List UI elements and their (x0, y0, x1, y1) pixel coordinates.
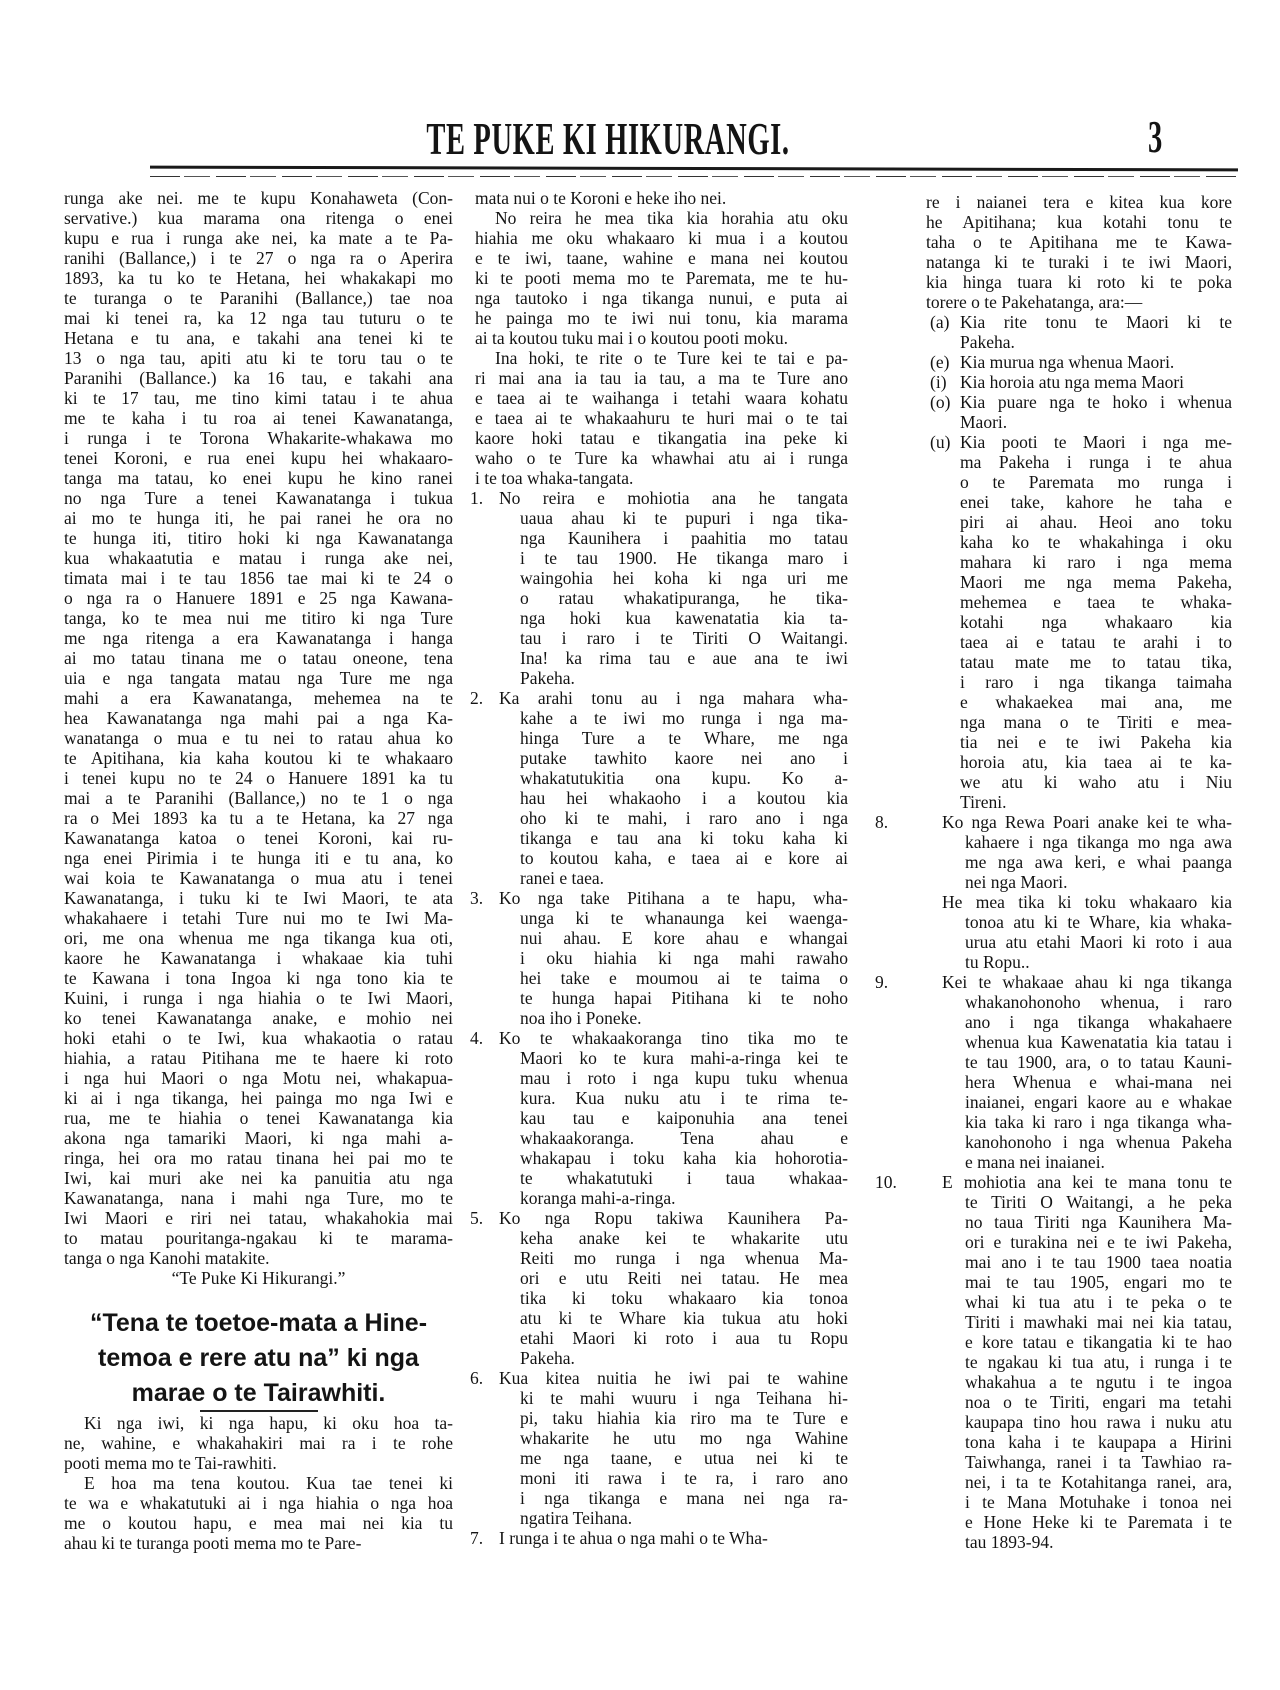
text-line: whakahaere i tetahi Ture nui mo te Iwi Ma- (64, 908, 453, 928)
item-number: 5. (470, 1208, 484, 1228)
text-line: ranei e taea. (520, 868, 605, 888)
text-line: Kawanatanga, nana i mahi nga Ture, mo te (64, 1188, 453, 1208)
text-line: kahe a te iwi mo runga i nga ma- (520, 708, 848, 728)
text-line: ringa, hei ora mo ratau tinana hei pai mo te (64, 1148, 453, 1168)
text-line: tenei Koroni, e rua enei kupu hei whakaaro- (64, 448, 453, 468)
text-line: tona kaha i te kaupapa a Hirini (965, 1432, 1232, 1452)
text-line: ori e utu Reiti nei tatau. He mea (520, 1268, 848, 1288)
text-line: mai te tau 1905, engari mo te (965, 1272, 1232, 1292)
headline-line: “Tena te toetoe-mata a Hine- (89, 1309, 428, 1337)
text-line: tanga ma tatau, ko enei kupu he kino ranei (64, 468, 453, 488)
text-line: me nga taane, e utua nei ki te (520, 1448, 848, 1468)
numbered-item (875, 812, 1232, 892)
text-line: uaua ahau ki te pupuri i nga tika- (520, 508, 848, 528)
text-line: te hunga iti, titiro hoki ki nga Kawanatanga (64, 528, 453, 548)
text-line: akona nga tamariki Maori, ki nga mahi a- (64, 1128, 453, 1148)
text-line: horoia atu, kia taea ai te ka- (960, 752, 1232, 772)
text-line: i tenei kupu no te 24 o Hanuere 1891 ka tu (64, 768, 453, 788)
text-line: waho o te Ture ka whawhai atu ai i runga (475, 448, 848, 468)
paragraph (926, 892, 1232, 972)
text-line: kotahi nga whakaaro kia (960, 612, 1232, 632)
text-line: putake tawhito kaore nei ano i (520, 748, 848, 768)
text-line: enei take, kahore he taha e (960, 492, 1232, 512)
numbered-item (470, 488, 848, 688)
text-line: kaha ko te whakahinga i oku (960, 532, 1232, 552)
item-number: (i) (930, 372, 947, 392)
text-line: taea ai e tatau te arahi i to (960, 632, 1232, 652)
text-line: oho ki te mahi, i raro ano i nga (520, 808, 848, 828)
text-line: Ko nga Rewa Poari anake kei te wha- (942, 812, 1232, 832)
text-line: kau tau e kaiponuhia ana tenei (520, 1108, 848, 1128)
column-2 (470, 188, 848, 1548)
text-line: o nga ra o Hanuere 1891 e 25 nga Kawana- (64, 588, 453, 608)
text-line: kahaere i nga tikanga mo nga awa (965, 832, 1232, 852)
text-line: servative.) kua marama ona ritenga o enei (64, 208, 453, 228)
text-line: me o koutou hapu, e mea mai nei kia tu (64, 1513, 453, 1533)
text-line: 13 o nga tau, apiti atu ki te toru tau o te (64, 348, 453, 368)
text-line: mahi a era Kawanatanga, mehemea na te (64, 688, 453, 708)
text-line: Kia rite tonu te Maori ki te (960, 312, 1232, 332)
text-line: te whakatutuki i taua whakaa- (520, 1168, 848, 1188)
text-line: whai ki tua atu i te peka o te (965, 1292, 1232, 1312)
text-line: Ina hoki, te rite o te Ture kei te tai e pa- (495, 348, 848, 368)
text-line: Ko nga take Pitihana a te hapu, wha- (499, 888, 848, 908)
text-line: te turanga o te Paranihi (Ballance,) tae noa (64, 288, 453, 308)
text-line: koranga mahi-a-ringa. (520, 1188, 676, 1208)
numbered-item (470, 888, 848, 1028)
text-line: tanga o nga Kanohi matakite. (64, 1248, 270, 1268)
text-line: kaore he Kawanatanga i whakaae kia tuhi (64, 948, 453, 968)
text-line: natanga ki te turaki i te iwi Maori, (926, 252, 1232, 272)
text-line: keha anake kei te whakarite utu (520, 1228, 848, 1248)
text-line: e taea ai te whakaahuru te huri mai o te tai (475, 408, 848, 428)
numbered-item (470, 1528, 848, 1548)
header-rule (150, 166, 1238, 172)
text-line: mai ki tenei ra, ka 12 nga tau tuturu o te (64, 308, 453, 328)
text-line: nei nga Maori. (965, 872, 1068, 892)
text-line: noa o te Tiriti, engari ma tetahi (965, 1392, 1232, 1412)
numbered-item (875, 972, 1232, 1172)
item-number: 10. (875, 1172, 897, 1192)
column-1-letter (64, 1413, 453, 1553)
text-line: Ina! ka rima tau e aue ana te iwi (520, 648, 848, 668)
text-line: o te Paremata mo runga i (960, 472, 1232, 492)
text-line: ki ai i nga tikanga, hei painga mo nga Iwi e (64, 1088, 453, 1108)
header-rule-thin (150, 176, 1238, 177)
headline-divider (200, 1410, 318, 1412)
text-line: re i naianei tera e kitea kua kore (926, 192, 1232, 212)
text-line: kia taka ki raro i nga tikanga wha- (965, 1112, 1232, 1132)
text-line: tanga, ko te mea nui me titiro ki nga Ture (64, 608, 453, 628)
text-line: tikanga e tau ana ki toku kaha ki (520, 828, 848, 848)
text-line: Maori ko te kura mahi-a-ringa kei te (520, 1048, 848, 1068)
text-line: Kuini, i runga i nga hiahia o te Iwi Maori, (64, 988, 453, 1008)
text-line: mata nui o te Koroni e heke iho nei. (475, 188, 727, 208)
text-line: no nga Ture a tenei Kawanatanga i tukua (64, 488, 453, 508)
text-line: Kawanatanga, i tuku ki te Iwi Maori, te ata (64, 888, 453, 908)
text-line: ai ta koutou tuku mai i o koutou pooti moku. (475, 328, 789, 348)
text-line: i runga i te Torona Whakarite-whakawa mo (64, 428, 453, 448)
text-line: ngatira Teihana. (520, 1508, 633, 1528)
text-line: ai mo tatau tinana me o tatau oneone, tena (64, 648, 453, 668)
text-line: Maori. (960, 412, 1008, 432)
text-line: Pakeha. (520, 668, 575, 688)
item-number: 2. (470, 688, 484, 708)
headline-line: temoa e rere atu na” ki nga (98, 1344, 419, 1372)
text-line: “Te Puke Ki Hikurangi.” (171, 1268, 346, 1288)
numbered-item (470, 688, 848, 888)
item-number: 4. (470, 1028, 484, 1048)
text-line: whakapau i toku kaha kia hohorotia- (520, 1148, 848, 1168)
text-line: atu ki te Whare kia tukua atu hoki (520, 1308, 848, 1328)
text-line: i raro i nga tikanga taimaha (960, 672, 1232, 692)
item-number: (o) (930, 392, 951, 412)
text-line: tika ki toku whakaaro kia tonoa (520, 1288, 848, 1308)
text-line: hiahia, a ratau Pitihana me te haere ki roto (64, 1048, 453, 1068)
text-line: Reiti mo runga i nga whenua Ma- (520, 1248, 848, 1268)
text-line: kupu e rua i runga ake nei, ka mate a te Pa- (64, 228, 453, 248)
text-line: nga tautoko i nga tikanga nunui, e puta ai (475, 288, 848, 308)
item-number: 9. (875, 972, 889, 992)
text-line: Iwi Maori e riri nei tatau, whakahokia mai (64, 1208, 453, 1228)
paragraph (475, 348, 848, 488)
text-line: taha o te Apitihana me te Kawa- (926, 232, 1232, 252)
text-line: He mea tika ki toku whakaaro kia (942, 892, 1232, 912)
text-line: whakaakoranga. Tena ahau e (520, 1128, 848, 1148)
numbered-item (470, 1208, 848, 1368)
paragraph (64, 1473, 453, 1553)
column-1-article (64, 188, 453, 1288)
item-number: 8. (875, 812, 889, 832)
text-line: te tau 1900, ara, o to tatau Kauni- (965, 1052, 1232, 1072)
text-line: nei, i ta te Kotahitanga ranei, ara, (965, 1472, 1232, 1492)
text-line: te hunga hapai Pitihana ki te noho (520, 988, 848, 1008)
text-line: kaore hoki tatau e tikangatia ina peke ki (475, 428, 848, 448)
text-line: Pakeha. (960, 332, 1015, 352)
text-line: 1893, ka tu ko te Hetana, hei whakakapi mo (64, 268, 453, 288)
text-line: o ratau whakatipuranga, he tika- (520, 588, 848, 608)
item-number: 6. (470, 1368, 484, 1388)
text-line: E mohiotia ana kei te mana tonu te (942, 1172, 1232, 1192)
page-number: 3 (1148, 111, 1163, 162)
text-line: ori e turakina nei e te iwi Pakeha, (965, 1232, 1232, 1252)
text-line: ai mo te hunga iti, he pai ranei he ora no (64, 508, 453, 528)
article-headline (64, 1306, 453, 1411)
text-line: hau hei whakaoho i a koutou kia (520, 788, 848, 808)
text-line: me te kaha i tu roa ai tenei Kawanatanga, (64, 408, 453, 428)
item-number: (a) (930, 312, 950, 332)
sub-item (926, 312, 1232, 352)
text-line: hera Whenua e whai-mana nei (965, 1072, 1232, 1092)
paragraph (926, 192, 1232, 312)
text-line: ki te pooti mema mo te Paremata, me te hu- (475, 268, 848, 288)
text-line: mehemea e taea te whaka- (960, 592, 1232, 612)
text-line: Tireni. (960, 792, 1007, 812)
text-line: wai koia te Kawanatanga o mua atu i tenei (64, 868, 453, 888)
text-line: ri mai ana ia tau ia tau, a ma te Ture ano (475, 368, 848, 388)
text-line: ko tenei Kawanatanga anake, e mohio nei (64, 1008, 453, 1028)
text-line: nui ahau. E kore ahau e whangai (520, 928, 848, 948)
text-line: whakanohonoho whenua, i raro (965, 992, 1232, 1012)
text-line: mahara ki raro i nga mema (960, 552, 1232, 572)
text-line: urua atu etahi Maori ki roto i aua (965, 932, 1232, 952)
text-line: tau i raro i te Tiriti O Waitangi. (520, 628, 848, 648)
text-line: etahi Maori ki roto i aua tu Ropu (520, 1328, 848, 1348)
text-line: kanohonoho i nga whenua Pakeha (965, 1132, 1232, 1152)
text-line: Maori me nga mema Pakeha, (960, 572, 1232, 592)
text-line: inaianei, engari kaore au e whakae (965, 1092, 1232, 1112)
text-line: Kei te whakaae ahau ki nga tikanga (942, 972, 1232, 992)
text-line: i oku hiahia ki nga mahi rawaho (520, 948, 848, 968)
text-line: whakahua a te ngutu i te ingoa (965, 1372, 1232, 1392)
text-line: moni iti rawa i te ra, i raro ano (520, 1468, 848, 1488)
numbered-item (875, 1172, 1232, 1552)
text-line: uia e nga tangata matau nga Ture me nga (64, 668, 453, 688)
text-line: ki te mahi wuuru i nga Teihana hi- (520, 1388, 848, 1408)
text-line: e Hone Heke ki te Paremata i te (965, 1512, 1232, 1532)
item-number: (e) (930, 352, 950, 372)
paragraph (475, 208, 848, 348)
text-line: rua, me te hiahia o tenei Kawanatanga kia (64, 1108, 453, 1128)
text-line: unga ki te whanaunga kei waenga- (520, 908, 848, 928)
text-line: Paranihi (Ballance.) ka 16 tau, e takahi ana (64, 368, 453, 388)
text-line: i nga hui Maori o nga Motu nei, whakapua- (64, 1068, 453, 1088)
text-line: hinga Ture a te Whare, me nga (520, 728, 848, 748)
text-line: Kia puare nga te hoko i whenua (960, 392, 1232, 412)
text-line: e kore tatau e tikangatia ki te hao (965, 1332, 1232, 1352)
text-line: kia hinga tuara ki roto ki te poka (926, 272, 1232, 292)
text-line: kua whakaatutia e matau i runga ake nei, (64, 548, 453, 568)
text-line: te wa e whakatutuki ai i nga hiahia o nga hoa (64, 1493, 453, 1513)
text-line: nga hoki kua kawenatatia kia ta- (520, 608, 848, 628)
text-line: te Tiriti O Waitangi, a he peka (965, 1192, 1232, 1212)
text-line: kaupapa tino hou rawa i nuku atu (965, 1412, 1232, 1432)
sub-item (926, 372, 1232, 392)
text-line: i te tau 1900. He tikanga maro i (520, 548, 848, 568)
text-line: i te Mana Motuhake i tonoa nei (965, 1492, 1232, 1512)
sub-item (926, 432, 1232, 812)
text-line: Hetana e tu ana, e takahi ana tenei ki te (64, 328, 453, 348)
text-line: he painga mo te iwi nui tonu, kia marama (475, 308, 848, 328)
text-line: mai ano i te tau 1900 taea noatia (965, 1252, 1232, 1272)
text-line: Ko te whakaakoranga tino tika mo te (499, 1028, 848, 1048)
text-line: pi, taku hiahia kia riro ma te Ture e (520, 1408, 848, 1428)
text-line: we atu ki waho atu i Niu (960, 772, 1232, 792)
text-line: whenua kua Kawenatatia kia tatau i (965, 1032, 1232, 1052)
text-line: me nga awa keri, e whai paanga (965, 852, 1232, 872)
text-line: whakarite he utu mo nga Wahine (520, 1428, 848, 1448)
text-line: he Apitihana; kua kotahi tonu te (926, 212, 1232, 232)
text-line: hea Kawanatanga nga mahi pai a nga Ka- (64, 708, 453, 728)
text-line: hoki etahi o te Iwi, kua whakaotia o ratau (64, 1028, 453, 1048)
text-line: Kia horoia atu nga mema Maori (960, 372, 1185, 392)
text-line: e whakaekea mai ana, me (960, 692, 1232, 712)
text-line: timata mai i te tau 1856 tae mai ki te 24 o (64, 568, 453, 588)
text-line: No reira e mohiotia ana he tangata (499, 488, 848, 508)
text-line: ne, wahine, e whakahakiri mai ra i te rohe (64, 1433, 453, 1453)
text-line: kura. Kua nuku atu i te rima te- (520, 1088, 848, 1108)
text-line: I runga i te ahua o nga mahi o te Wha- (499, 1528, 768, 1548)
text-line: Ka arahi tonu au i nga mahara wha- (499, 688, 848, 708)
column-3 (875, 192, 1232, 1552)
text-line: mai a te Paranihi (Ballance,) no te 1 o nga (64, 788, 453, 808)
newspaper-title: TE PUKE KI HIKURANGI. (426, 113, 790, 164)
text-line: runga ake nei. me te kupu Konahaweta (Con- (64, 188, 453, 208)
paragraph (64, 188, 453, 1268)
signature (64, 1268, 453, 1288)
sub-item (926, 392, 1232, 432)
text-line: i te toa whaka-tangata. (475, 468, 634, 488)
text-line: E hoa ma tena koutou. Kua tae tenei ki (84, 1473, 453, 1493)
text-line: ra o Mei 1893 ka tu a te Hetana, ka 27 nga (64, 808, 453, 828)
item-number: 1. (470, 488, 484, 508)
text-line: te Kawana i tona Ingoa ki nga tono kia te (64, 968, 453, 988)
sub-item (926, 352, 1232, 372)
text-line: to matau pouritanga-ngakau ki te marama- (64, 1228, 453, 1248)
text-line: mau i roto i nga kupu tuku whenua (520, 1068, 848, 1088)
text-line: Kawanatanga katoa o tenei Koroni, kai ru- (64, 828, 453, 848)
numbered-item (470, 1368, 848, 1528)
text-line: ki te 17 tau, me tino kimi tatau i te ahua (64, 388, 453, 408)
text-line: ori, me ona whenua me nga tikanga kua oti, (64, 928, 453, 948)
text-line: Pakeha. (520, 1348, 575, 1368)
text-line: tau 1893-94. (965, 1532, 1054, 1552)
text-line: Kia murua nga whenua Maori. (960, 352, 1175, 372)
text-line: i nga tikanga e mana nei nga ra- (520, 1488, 848, 1508)
text-line: tonoa atu ki te Whare, kia whaka- (965, 912, 1232, 932)
text-line: piri ai ahau. Heoi ano toku (960, 512, 1232, 532)
numbered-item (470, 1028, 848, 1208)
text-line: No reira he mea tika kia horahia atu oku (495, 208, 848, 228)
text-line: me nga ritenga a era Kawanatanga i hanga (64, 628, 453, 648)
text-line: tia nei e te iwi Pakeha kia (960, 732, 1232, 752)
text-line: tatau mate me to tatau tika, (960, 652, 1232, 672)
headline-line: marae o te Tairawhiti. (131, 1379, 386, 1407)
text-line: Taiwhanga, ranei i ta Tawhiao ra- (965, 1452, 1232, 1472)
text-line: nga enei Pirimia i te hunga iti e tu ana, ko (64, 848, 453, 868)
text-line: e taea ai te waihanga i tetahi waara kohatu (475, 388, 848, 408)
item-number: 3. (470, 888, 484, 908)
text-line: to koutou kaha, e taea ai e kore ai (520, 848, 848, 868)
text-line: no taua Tiriti nga Kaunihera Ma- (965, 1212, 1232, 1232)
text-line: hei take e moumou ai te taima o (520, 968, 848, 988)
text-line: hiahia me oku whakaaro ki mua i a koutou (475, 228, 848, 248)
text-line: tu Ropu.. (965, 952, 1030, 972)
text-line: Ki nga iwi, ki nga hapu, ki oku hoa ta- (84, 1413, 453, 1433)
text-line: te ngakau ki tua atu, i runga i te (965, 1352, 1232, 1372)
text-line: Kia pooti te Maori i nga me- (960, 432, 1232, 452)
text-line: wanatanga o mua e tu nei to ratau ahua ko (64, 728, 453, 748)
text-line: Ko nga Ropu takiwa Kaunihera Pa- (499, 1208, 848, 1228)
text-line: e te iwi, taane, wahine e mana nei koutou (475, 248, 848, 268)
text-line: Iwi, kai muri ake nei ka panuitia atu nga (64, 1168, 453, 1188)
text-line: torere o te Pakehatanga, ara:— (926, 292, 1143, 312)
text-line: whakatutukitia ona kupu. Ko a- (520, 768, 848, 788)
item-number: (u) (930, 432, 951, 452)
text-line: ano i nga tikanga whakahaere (965, 1012, 1232, 1032)
text-line: nga mana o te Tiriti e mea- (960, 712, 1232, 732)
text-line: ahau ki te turanga pooti mema mo te Pare- (64, 1533, 362, 1553)
text-line: pooti mema mo te Tai-rawhiti. (64, 1453, 277, 1473)
text-line: nga Kaunihera i paahitia mo tatau (520, 528, 848, 548)
paragraph (64, 1413, 453, 1473)
text-line: ranihi (Ballance,) i te 27 o nga ra o Aperira (64, 248, 453, 268)
text-line: noa iho i Poneke. (520, 1008, 642, 1028)
text-line: e mana nei inaianei. (965, 1152, 1105, 1172)
text-line: Tiriti i mawhaki mai nei kia tatau, (965, 1312, 1232, 1332)
text-line: waingohia hei koha ki nga uri me (520, 568, 848, 588)
text-line: ma Pakeha i runga i te ahua (960, 452, 1232, 472)
item-number: 7. (470, 1528, 484, 1548)
text-line: te Apitihana, kia kaha koutou ki te whakaaro (64, 748, 453, 768)
text-line: Kua kitea nuitia he iwi pai te wahine (499, 1368, 848, 1388)
paragraph (475, 188, 848, 208)
